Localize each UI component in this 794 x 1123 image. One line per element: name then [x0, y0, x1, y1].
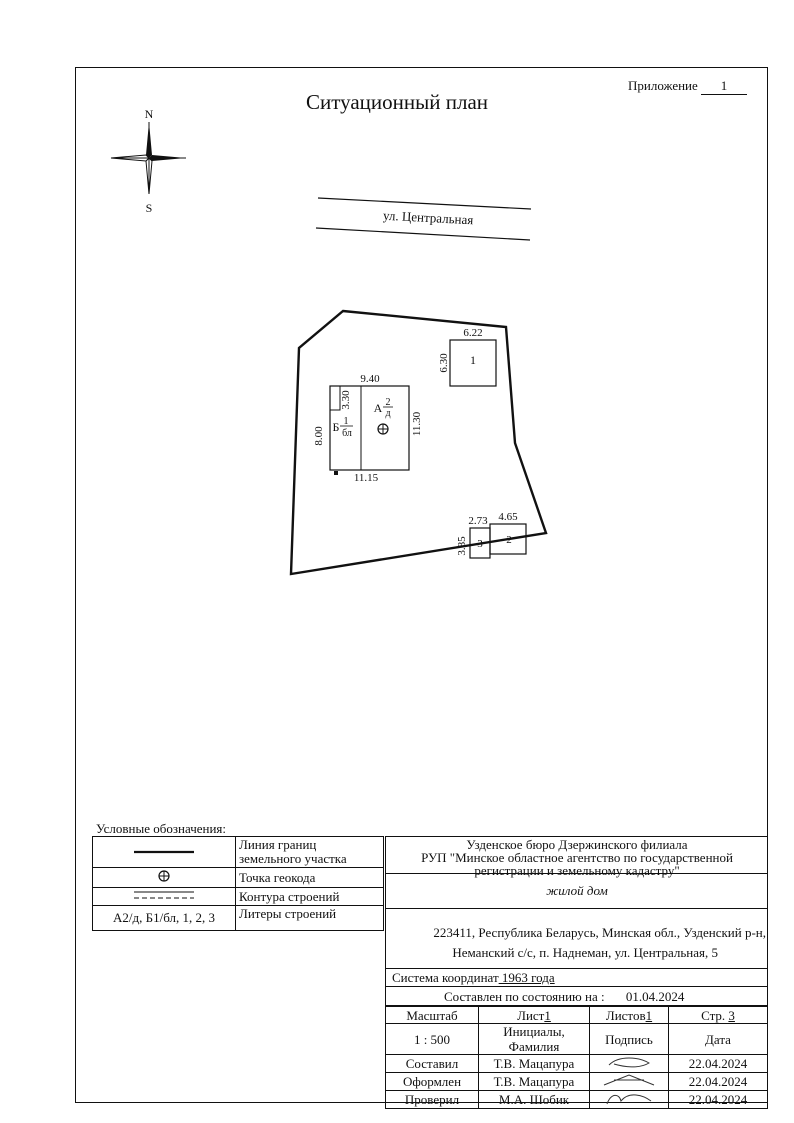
address-block — [385, 909, 768, 969]
org-line-1: Узденское бюро Дзержинского филиала — [466, 837, 688, 852]
org-block — [385, 836, 768, 878]
title-block — [385, 836, 768, 1006]
legend-table — [92, 836, 384, 931]
legend-boundary-label: Линия границ земельного участка — [236, 837, 384, 868]
org-line-2: РУП "Минское областное агентство по государственной — [421, 850, 733, 865]
building-3-width: 2.73 — [468, 515, 488, 527]
porch-mark — [334, 471, 338, 475]
scale-header: Масштаб — [386, 1007, 479, 1024]
page-cell: Стр. 3 — [669, 1007, 768, 1024]
address-line-1: 223411, Республика Беларусь, Минская обл., Узденский р-н, — [433, 925, 766, 940]
initials-header: Инициалы, Фамилия — [479, 1024, 590, 1055]
building-2-width: 4.65 — [498, 511, 518, 523]
state-date-value: 01.04.2024 — [625, 989, 685, 1004]
letter-a: А — [373, 401, 383, 415]
building-3-label: 3 — [477, 538, 483, 550]
signatory-row: Проверил М.А. Шобик 22.04.2024 — [386, 1091, 768, 1109]
signature-table — [385, 1006, 768, 1109]
legend-contour-symbol — [93, 888, 236, 906]
org-line-3: регистрации и земельному кадастру" — [474, 863, 680, 878]
legend-row-contour — [93, 888, 384, 906]
signature-1 — [590, 1055, 669, 1073]
compass-south-label: S — [145, 201, 153, 215]
legend-geocode-label: Точка геокода — [236, 868, 384, 888]
building-1-label: 1 — [470, 353, 476, 367]
coord-system: Система координат 1963 года — [385, 969, 768, 987]
building-3-height: 3.85 — [456, 536, 468, 556]
geocode-point-icon — [378, 424, 388, 434]
legend-row-boundary — [93, 837, 384, 868]
main-house-right-dim: 11.30 — [411, 411, 423, 437]
letter-a-den: д — [385, 408, 391, 419]
legend-geocode-symbol — [93, 868, 236, 888]
page-title: Ситуационный план — [305, 90, 489, 114]
signature-2 — [590, 1073, 669, 1091]
state-date: Составлен по состоянию на : 01.04.2024 — [385, 987, 768, 1006]
signature-3 — [590, 1091, 669, 1109]
letter-b: Б — [332, 420, 340, 434]
signatory-row: Составил Т.В. Мацапура 22.04.2024 — [386, 1055, 768, 1073]
scale-value: 1 : 500 — [386, 1024, 479, 1055]
compass-north-label: N — [144, 107, 154, 121]
legend-contour-label: Контура строений — [236, 888, 384, 906]
appendix-label: Приложение 1 — [628, 78, 747, 95]
main-house-top-dim: 9.40 — [360, 373, 380, 385]
annex-small-dim: 3.30 — [340, 390, 352, 410]
compass-rose-icon — [111, 122, 186, 194]
legend-row-literals — [93, 906, 384, 931]
geocode-point-icon — [157, 869, 171, 883]
building-1-width: 6.22 — [463, 327, 483, 339]
sheet-cell: Лист1 — [479, 1007, 590, 1024]
street-line-bottom — [316, 228, 530, 240]
main-house-bottom-dim: 11.15 — [353, 472, 379, 484]
object-name: жилой дом — [385, 874, 768, 909]
letter-b-den: бл — [342, 428, 352, 439]
legend-caption: Условные обозначения: — [96, 821, 227, 836]
street-line-top — [318, 198, 531, 209]
legend-literals-label: Литеры строений — [236, 906, 384, 931]
date-header: Дата — [669, 1024, 768, 1055]
building-2-label: 2 — [506, 534, 512, 546]
sheets-cell: Листов1 — [590, 1007, 669, 1024]
signature-header: Подпись — [590, 1024, 669, 1055]
legend-boundary-symbol — [93, 837, 236, 868]
annex-small — [330, 386, 340, 410]
letter-b-num: 1 — [343, 416, 349, 427]
signatory-row: Оформлен Т.В. Мацапура 22.04.2024 — [386, 1073, 768, 1091]
letter-a-num: 2 — [385, 397, 391, 408]
appendix-number: 1 — [701, 78, 747, 95]
legend-row-geocode — [93, 868, 384, 888]
legend-literals-symbol: А2/д, Б1/бл, 1, 2, 3 — [93, 906, 236, 931]
building-1-height: 6.30 — [438, 353, 450, 373]
street-name: ул. Центральная — [382, 207, 474, 228]
address-line-2: Неманский с/с, п. Наднеман, ул. Центральная, 5 — [452, 945, 718, 960]
annex-left-dim: 8.00 — [313, 426, 325, 446]
